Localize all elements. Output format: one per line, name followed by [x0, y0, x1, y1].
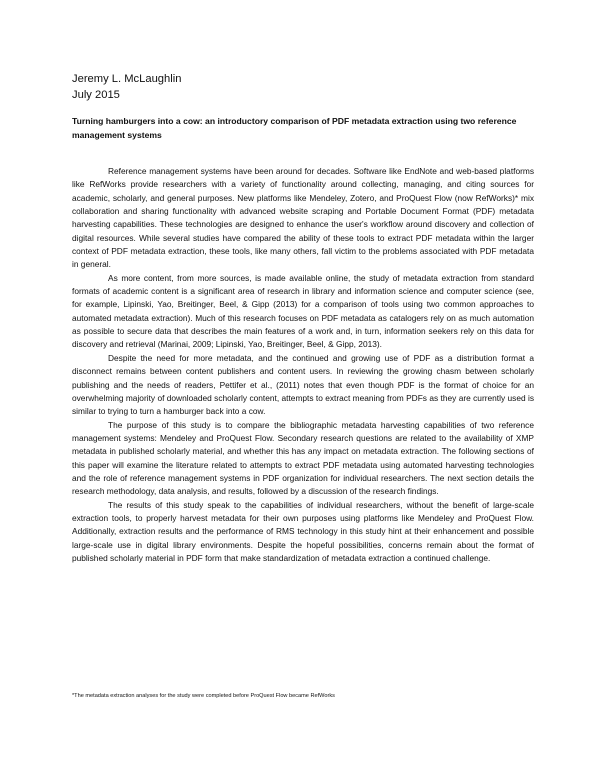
paper-title: Turning hamburgers into a cow: an introductory comparison of PDF metadata extraction using two reference management systems — [72, 116, 517, 140]
paragraph: The results of this study speak to the capabilities of individual researchers, without the benefit of large-scale extraction tools, to properly harvest metadata for their own purposes using platforms like Mendeley and ProQuest Flow. Additionally, extraction results and the performance of RMS technology in this study hint at their enhancement and possible large-scale use in digital library environments. Despite the hopeful possibilities, concerns remain about the format of published scholarly material in PDF form that make standardization of metadata extraction a continued challenge. — [72, 499, 534, 563]
paragraph: Despite the need for more metadata, and the continued and growing use of PDF as a distribution format a disconnect remains between content publishers and content users. In reviewing the growing chasm between scholarly publishing and the needs of readers, Pettifer et al., (2011) notes that even though PDF is the format of choice for an overwhelming majority of downloaded scholarly content, attempts to extract meaning from PDFs as they are currently used is similar to trying to turn a hamburger back into a cow. — [72, 352, 534, 417]
paragraph: As more content, from more sources, is made available online, the study of metadata extraction from standard formats of academic content is a significant area of research in library and information science and computer science (see, for example, Lipinski, Yao, Breitinger, Beel, & Gipp (2013) for a comparison of tools using two common approaches to automated metadata extraction). Much of this research focuses on PDF metadata as catalogers rely on as much automation as possible to secure data that describes the main features of a work and, in turn, information seekers rely on this data for discovery and retrieval (Marinai, 2009; Lipinski, Yao, Breitinger, Beel, & Gipp, 2013). — [72, 272, 534, 350]
author-name: Jeremy L. McLaughlin — [72, 73, 182, 85]
body-text — [72, 165, 534, 565]
publication-date: July 2015 — [72, 89, 120, 101]
paragraph: Reference management systems have been around for decades. Software like EndNote and web-based platforms like RefWorks provide researchers with a variety of functionality around collecting, managing, and citing sources for academic, scholarly, and general purposes. New platforms like Mendeley, Zotero, and ProQuest Flow (now RefWorks)* mix collaboration and sharing functionality with advanced website scraping and Portable Document Format (PDF) metadata harvesting capabilities. These technologies are designed to enhance the user's workflow around discovery and collection of digital resources. While several studies have compared the ability of these tools to extract PDF metadata within the larger context of PDF metadata extraction, these tools, like many others, fall victim to the problems associated with PDF metadata in general. — [72, 166, 534, 270]
footnote: *The metadata extraction analyses for the study were completed before ProQuest Flow became RefWorks — [72, 693, 335, 699]
paragraph: The purpose of this study is to compare the bibliographic metadata harvesting capabilities of two reference management systems: Mendeley and ProQuest Flow. Secondary research questions are related to the availability of XMP metadata in published scholarly material, and whether this has any impact on metadata extraction. The following sections of this paper will examine the literature related to attempts to extract PDF metadata using automated harvesting technologies and the role of reference management systems in PDF organization for individual researchers. The next section details the research methodology, data analysis, and results, followed by a discussion of the research findings. — [72, 419, 534, 497]
